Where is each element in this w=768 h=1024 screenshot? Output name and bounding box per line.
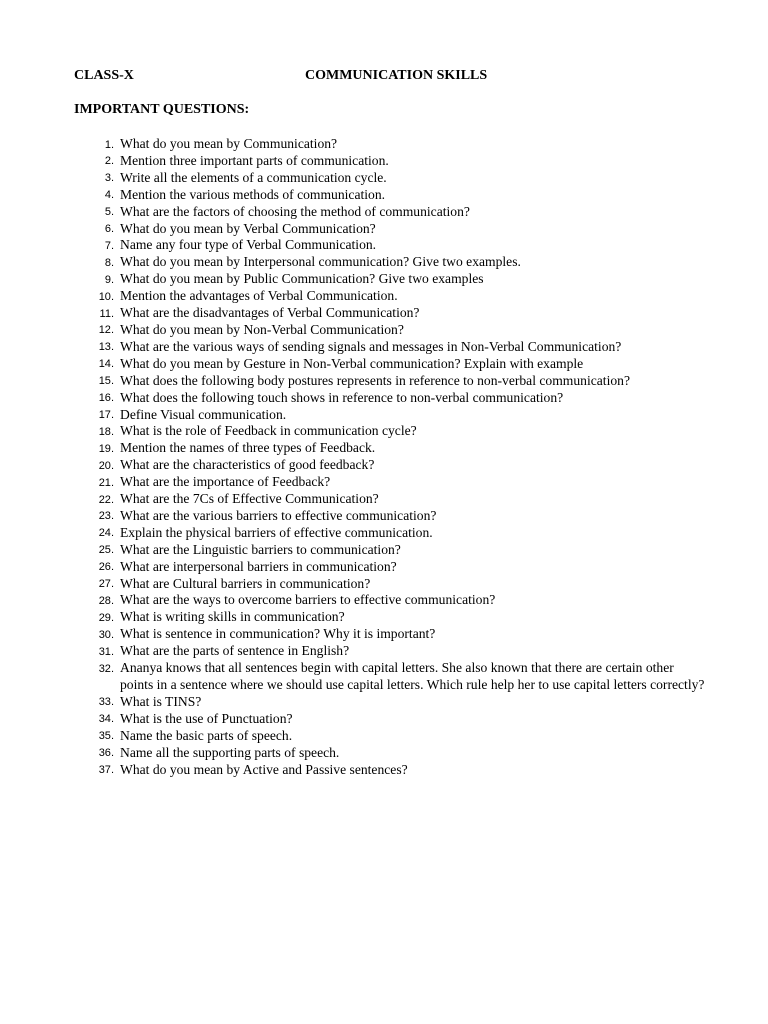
question-item — [0, 559, 768, 576]
question-number: 11 . — [84, 306, 114, 323]
question-item — [0, 339, 768, 356]
question-text: What are the disadvantages of Verbal Communication? — [120, 305, 420, 321]
question-number: 33 . — [84, 694, 114, 711]
question-item — [0, 356, 768, 373]
question-text: What are the importance of Feedback? — [120, 474, 331, 490]
question-item — [0, 153, 768, 170]
question-item — [0, 221, 768, 238]
question-number: 5 . — [84, 204, 114, 221]
question-text: Name the basic parts of speech. — [120, 727, 293, 743]
question-item — [0, 762, 768, 779]
question-text: What is the use of Punctuation? — [120, 710, 293, 726]
question-item — [0, 204, 768, 221]
question-item — [0, 407, 768, 424]
question-item — [0, 525, 768, 542]
question-text: What do you mean by Verbal Communication? — [120, 220, 376, 236]
question-number: 16 . — [84, 390, 114, 407]
question-number: 35 . — [84, 728, 114, 745]
question-item — [0, 237, 768, 254]
question-number: 14 . — [84, 356, 114, 373]
question-text: Name all the supporting parts of speech. — [120, 744, 340, 760]
question-text: What are the various ways of sending signals and messages in Non-Verbal Communication? — [120, 338, 622, 354]
question-number: 7 . — [84, 238, 114, 255]
question-item — [0, 322, 768, 339]
question-item — [0, 660, 768, 694]
question-number: 2 . — [84, 153, 114, 170]
question-number: 9 . — [84, 272, 114, 289]
question-text: What are interpersonal barriers in communication? — [120, 558, 397, 574]
question-item — [0, 508, 768, 525]
question-number: 8 . — [84, 255, 114, 272]
question-item — [0, 542, 768, 559]
question-number: 29 . — [84, 610, 114, 627]
question-number: 25 . — [84, 542, 114, 559]
question-text: What does the following touch shows in reference to non-verbal communication? — [120, 389, 564, 405]
question-number: 24 . — [84, 525, 114, 542]
question-text: What is writing skills in communication? — [120, 609, 345, 625]
document-header — [74, 68, 714, 86]
question-number: 3 . — [84, 170, 114, 187]
question-item — [0, 694, 768, 711]
question-item — [0, 491, 768, 508]
question-item — [0, 288, 768, 305]
question-text: What is sentence in communication? Why it is important? — [120, 626, 436, 642]
question-text: Name any four type of Verbal Communication. — [120, 237, 377, 253]
question-number: 32 . — [84, 661, 114, 678]
question-number: 4 . — [84, 187, 114, 204]
question-number: 36 . — [84, 745, 114, 762]
question-number: 37 . — [84, 762, 114, 779]
question-number: 22 . — [84, 492, 114, 509]
question-list — [0, 136, 768, 778]
question-number: 28 . — [84, 593, 114, 610]
question-text: Mention the various methods of communication. — [120, 186, 386, 202]
question-item — [0, 170, 768, 187]
question-number: 18 . — [84, 424, 114, 441]
question-text: What are the characteristics of good feedback? — [120, 457, 375, 473]
question-item — [0, 474, 768, 491]
question-number: 26 . — [84, 559, 114, 576]
question-item — [0, 271, 768, 288]
question-item — [0, 305, 768, 322]
question-item — [0, 254, 768, 271]
question-number: 15 . — [84, 373, 114, 390]
question-item — [0, 457, 768, 474]
question-number: 12 . — [84, 322, 114, 339]
question-text: Mention the names of three types of Feedback. — [120, 440, 376, 456]
question-text: Ananya knows that all sentences begin with capital letters. She also known that there are certain other points in a sentence where we should use capital letters. Which rule help her to use capital letters correctly? — [120, 660, 705, 692]
question-item — [0, 728, 768, 745]
question-number: 17 . — [84, 407, 114, 424]
question-text: Explain the physical barriers of effective communication. — [120, 524, 433, 540]
question-text: Define Visual communication. — [120, 406, 287, 422]
question-item — [0, 136, 768, 153]
question-text: What do you mean by Public Communication? Give two examples — [120, 271, 484, 287]
question-text: What are Cultural barriers in communication? — [120, 575, 371, 591]
question-item — [0, 576, 768, 593]
question-text: What are the factors of choosing the method of communication? — [120, 203, 470, 219]
question-item — [0, 390, 768, 407]
question-text: Mention three important parts of communication. — [120, 152, 389, 168]
question-text: What do you mean by Gesture in Non-Verbal communication? Explain with example — [120, 355, 584, 371]
question-number: 27 . — [84, 576, 114, 593]
question-number: 30 . — [84, 627, 114, 644]
question-item — [0, 592, 768, 609]
question-item — [0, 711, 768, 728]
question-text: What is the role of Feedback in communication cycle? — [120, 423, 417, 439]
question-text: What are the 7Cs of Effective Communication? — [120, 491, 379, 507]
question-text: What is TINS? — [120, 693, 202, 709]
question-text: What do you mean by Interpersonal communication? Give two examples. — [120, 254, 521, 270]
subject-title: COMMUNICATION SKILLS — [305, 68, 488, 83]
question-item — [0, 423, 768, 440]
question-item — [0, 609, 768, 626]
question-text: What do you mean by Non-Verbal Communication? — [120, 321, 404, 337]
question-item — [0, 187, 768, 204]
question-number: 19 . — [84, 441, 114, 458]
question-item — [0, 440, 768, 457]
question-text: What are the various barriers to effective communication? — [120, 507, 437, 523]
question-text: Write all the elements of a communication cycle. — [120, 169, 387, 185]
question-number: 10 . — [84, 289, 114, 306]
question-number: 1 . — [84, 137, 114, 154]
question-number: 6 . — [84, 221, 114, 238]
question-text: What do you mean by Active and Passive sentences? — [120, 761, 408, 777]
question-number: 34 . — [84, 711, 114, 728]
question-text: What does the following body postures represents in reference to non-verbal communication? — [120, 372, 630, 388]
question-item — [0, 745, 768, 762]
question-number: 21 . — [84, 475, 114, 492]
question-text: What are the ways to overcome barriers to effective communication? — [120, 592, 496, 608]
question-number: 20 . — [84, 458, 114, 475]
question-item — [0, 626, 768, 643]
question-text: What are the parts of sentence in English? — [120, 643, 350, 659]
question-text: What are the Linguistic barriers to communication? — [120, 541, 401, 557]
question-item — [0, 373, 768, 390]
question-item — [0, 643, 768, 660]
class-label: CLASS-X — [74, 68, 134, 83]
question-number: 31 . — [84, 644, 114, 661]
question-text: Mention the advantages of Verbal Communication. — [120, 288, 398, 304]
section-heading: IMPORTANT QUESTIONS: — [74, 102, 250, 117]
question-number: 23 . — [84, 508, 114, 525]
question-number: 13 . — [84, 339, 114, 356]
question-text: What do you mean by Communication? — [120, 136, 338, 151]
